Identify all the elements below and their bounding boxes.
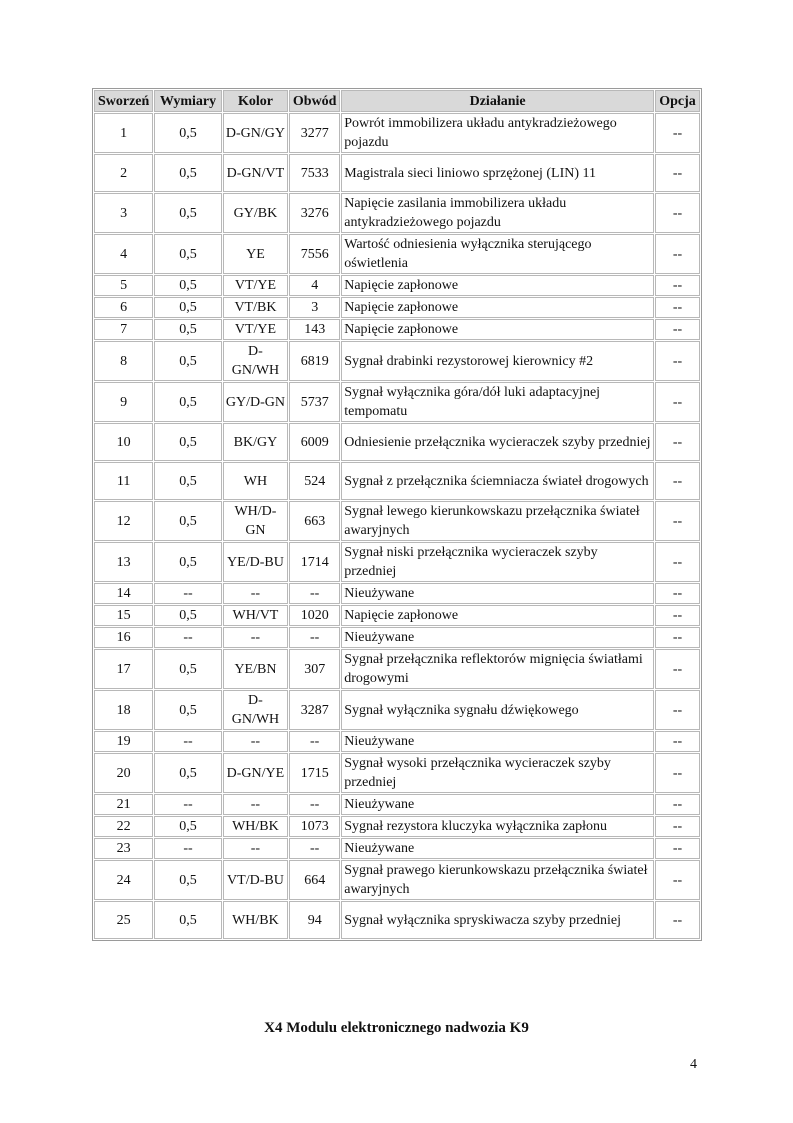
cell-size: 0,5 xyxy=(154,341,221,381)
table-row xyxy=(94,113,700,153)
table-row xyxy=(94,501,700,541)
cell-function: Sygnał wyłącznika spryskiwacza szyby przedniej xyxy=(341,901,654,939)
cell-circuit: 5737 xyxy=(289,382,340,422)
cell-option: -- xyxy=(655,583,700,604)
cell-size: -- xyxy=(154,838,221,859)
cell-function: Napięcie zapłonowe xyxy=(341,319,654,340)
cell-size: -- xyxy=(154,583,221,604)
cell-function: Nieużywane xyxy=(341,794,654,815)
table-row xyxy=(94,627,700,648)
cell-function: Odniesienie przełącznika wycieraczek szyby przedniej xyxy=(341,423,654,461)
table-row xyxy=(94,193,700,233)
cell-option: -- xyxy=(655,423,700,461)
cell-function: Sygnał niski przełącznika wycieraczek szyby przedniej xyxy=(341,542,654,582)
cell-color: VT/YE xyxy=(223,275,288,296)
cell-pin: 9 xyxy=(94,382,153,422)
cell-circuit: 3277 xyxy=(289,113,340,153)
cell-option: -- xyxy=(655,627,700,648)
cell-pin: 10 xyxy=(94,423,153,461)
table-row xyxy=(94,462,700,500)
cell-size: 0,5 xyxy=(154,234,221,274)
cell-circuit: 1715 xyxy=(289,753,340,793)
cell-option: -- xyxy=(655,193,700,233)
cell-function: Sygnał prawego kierunkowskazu przełącznika świateł awaryjnych xyxy=(341,860,654,900)
cell-pin: 20 xyxy=(94,753,153,793)
table-row xyxy=(94,860,700,900)
table-row xyxy=(94,731,700,752)
cell-function: Nieużywane xyxy=(341,838,654,859)
cell-color: YE/D-BU xyxy=(223,542,288,582)
cell-size: 0,5 xyxy=(154,501,221,541)
cell-option: -- xyxy=(655,382,700,422)
cell-color: -- xyxy=(223,794,288,815)
cell-function: Nieużywane xyxy=(341,583,654,604)
cell-color: -- xyxy=(223,627,288,648)
table-row xyxy=(94,816,700,837)
cell-option: -- xyxy=(655,649,700,689)
cell-color: VT/D-BU xyxy=(223,860,288,900)
cell-circuit: -- xyxy=(289,794,340,815)
cell-circuit: -- xyxy=(289,583,340,604)
header-function: Działanie xyxy=(341,90,654,112)
cell-color: WH/VT xyxy=(223,605,288,626)
cell-circuit: 3287 xyxy=(289,690,340,730)
cell-circuit: 3 xyxy=(289,297,340,318)
cell-function: Sygnał z przełącznika ściemniacza świateł drogowych xyxy=(341,462,654,500)
cell-size: 0,5 xyxy=(154,423,221,461)
cell-pin: 13 xyxy=(94,542,153,582)
cell-size: -- xyxy=(154,794,221,815)
cell-option: -- xyxy=(655,297,700,318)
table-row xyxy=(94,901,700,939)
table-row xyxy=(94,542,700,582)
cell-function: Magistrala sieci liniowo sprzężonej (LIN) 11 xyxy=(341,154,654,192)
cell-function: Wartość odniesienia wyłącznika sterującego oświetlenia xyxy=(341,234,654,274)
cell-circuit: 664 xyxy=(289,860,340,900)
cell-pin: 8 xyxy=(94,341,153,381)
cell-color: WH/BK xyxy=(223,816,288,837)
cell-color: D-GN/WH xyxy=(223,690,288,730)
cell-function: Napięcie zapłonowe xyxy=(341,605,654,626)
cell-size: 0,5 xyxy=(154,275,221,296)
cell-option: -- xyxy=(655,690,700,730)
cell-pin: 6 xyxy=(94,297,153,318)
cell-circuit: 1020 xyxy=(289,605,340,626)
cell-circuit: -- xyxy=(289,838,340,859)
cell-color: WH/D-GN xyxy=(223,501,288,541)
cell-size: 0,5 xyxy=(154,901,221,939)
cell-color: WH xyxy=(223,462,288,500)
cell-option: -- xyxy=(655,341,700,381)
cell-pin: 24 xyxy=(94,860,153,900)
table-row xyxy=(94,583,700,604)
cell-option: -- xyxy=(655,605,700,626)
cell-circuit: 663 xyxy=(289,501,340,541)
table-row xyxy=(94,423,700,461)
header-pin: Sworzeń xyxy=(94,90,153,112)
cell-pin: 1 xyxy=(94,113,153,153)
cell-circuit: 6819 xyxy=(289,341,340,381)
cell-pin: 22 xyxy=(94,816,153,837)
cell-color: D-GN/GY xyxy=(223,113,288,153)
header-circuit: Obwód xyxy=(289,90,340,112)
cell-function: Sygnał lewego kierunkowskazu przełącznika świateł awaryjnych xyxy=(341,501,654,541)
cell-pin: 15 xyxy=(94,605,153,626)
cell-circuit: 7556 xyxy=(289,234,340,274)
table-row xyxy=(94,297,700,318)
cell-circuit: 6009 xyxy=(289,423,340,461)
cell-pin: 19 xyxy=(94,731,153,752)
cell-pin: 4 xyxy=(94,234,153,274)
table-row xyxy=(94,154,700,192)
table-row xyxy=(94,605,700,626)
table-row xyxy=(94,753,700,793)
cell-circuit: -- xyxy=(289,731,340,752)
cell-option: -- xyxy=(655,542,700,582)
table-row xyxy=(94,275,700,296)
page-number: 4 xyxy=(690,1057,697,1072)
cell-color: GY/D-GN xyxy=(223,382,288,422)
table-body xyxy=(94,113,700,939)
cell-color: -- xyxy=(223,583,288,604)
cell-function: Napięcie zapłonowe xyxy=(341,297,654,318)
cell-function: Sygnał drabinki rezystorowej kierownicy #2 xyxy=(341,341,654,381)
cell-function: Powrót immobilizera układu antykradzieżowego pojazdu xyxy=(341,113,654,153)
cell-circuit: 94 xyxy=(289,901,340,939)
cell-circuit: 143 xyxy=(289,319,340,340)
cell-color: -- xyxy=(223,838,288,859)
cell-function: Sygnał przełącznika reflektorów mignięcia światłami drogowymi xyxy=(341,649,654,689)
table-row xyxy=(94,319,700,340)
cell-pin: 18 xyxy=(94,690,153,730)
header-option: Opcja xyxy=(655,90,700,112)
cell-circuit: -- xyxy=(289,627,340,648)
cell-function: Sygnał wyłącznika sygnału dźwiękowego xyxy=(341,690,654,730)
table-header xyxy=(94,90,700,112)
cell-function: Sygnał wyłącznika góra/dół luki adaptacyjnej tempomatu xyxy=(341,382,654,422)
cell-size: 0,5 xyxy=(154,753,221,793)
cell-pin: 14 xyxy=(94,583,153,604)
cell-size: 0,5 xyxy=(154,193,221,233)
cell-size: 0,5 xyxy=(154,113,221,153)
cell-size: 0,5 xyxy=(154,542,221,582)
cell-option: -- xyxy=(655,731,700,752)
cell-option: -- xyxy=(655,901,700,939)
cell-circuit: 3276 xyxy=(289,193,340,233)
cell-option: -- xyxy=(655,154,700,192)
cell-option: -- xyxy=(655,113,700,153)
cell-color: D-GN/YE xyxy=(223,753,288,793)
table-row xyxy=(94,690,700,730)
cell-option: -- xyxy=(655,816,700,837)
cell-pin: 16 xyxy=(94,627,153,648)
cell-option: -- xyxy=(655,234,700,274)
cell-option: -- xyxy=(655,794,700,815)
cell-color: WH/BK xyxy=(223,901,288,939)
cell-size: 0,5 xyxy=(154,154,221,192)
cell-circuit: 4 xyxy=(289,275,340,296)
cell-option: -- xyxy=(655,860,700,900)
cell-circuit: 7533 xyxy=(289,154,340,192)
cell-size: 0,5 xyxy=(154,462,221,500)
table-row xyxy=(94,234,700,274)
cell-pin: 11 xyxy=(94,462,153,500)
cell-color: YE/BN xyxy=(223,649,288,689)
table-row xyxy=(94,838,700,859)
table-row xyxy=(94,649,700,689)
cell-pin: 23 xyxy=(94,838,153,859)
cell-circuit: 1073 xyxy=(289,816,340,837)
cell-pin: 17 xyxy=(94,649,153,689)
cell-function: Napięcie zapłonowe xyxy=(341,275,654,296)
connector-title: X4 Modulu elektronicznego nadwozia K9 xyxy=(264,1020,529,1036)
cell-pin: 12 xyxy=(94,501,153,541)
cell-size: 0,5 xyxy=(154,605,221,626)
cell-option: -- xyxy=(655,501,700,541)
header-size: Wymiary xyxy=(154,90,221,112)
cell-color: D-GN/WH xyxy=(223,341,288,381)
cell-pin: 21 xyxy=(94,794,153,815)
cell-function: Nieużywane xyxy=(341,731,654,752)
cell-size: -- xyxy=(154,731,221,752)
cell-circuit: 524 xyxy=(289,462,340,500)
cell-circuit: 1714 xyxy=(289,542,340,582)
header-row xyxy=(94,90,700,112)
cell-size: 0,5 xyxy=(154,690,221,730)
cell-color: D-GN/VT xyxy=(223,154,288,192)
cell-function: Napięcie zasilania immobilizera układu antykradzieżowego pojazdu xyxy=(341,193,654,233)
cell-function: Sygnał wysoki przełącznika wycieraczek szyby przedniej xyxy=(341,753,654,793)
cell-color: GY/BK xyxy=(223,193,288,233)
cell-size: -- xyxy=(154,627,221,648)
cell-circuit: 307 xyxy=(289,649,340,689)
cell-size: 0,5 xyxy=(154,860,221,900)
table-row xyxy=(94,794,700,815)
cell-size: 0,5 xyxy=(154,649,221,689)
cell-color: BK/GY xyxy=(223,423,288,461)
cell-option: -- xyxy=(655,275,700,296)
cell-option: -- xyxy=(655,838,700,859)
cell-pin: 5 xyxy=(94,275,153,296)
cell-pin: 3 xyxy=(94,193,153,233)
cell-color: YE xyxy=(223,234,288,274)
cell-option: -- xyxy=(655,753,700,793)
cell-function: Nieużywane xyxy=(341,627,654,648)
cell-color: VT/BK xyxy=(223,297,288,318)
cell-pin: 25 xyxy=(94,901,153,939)
cell-size: 0,5 xyxy=(154,297,221,318)
cell-function: Sygnał rezystora kluczyka wyłącznika zapłonu xyxy=(341,816,654,837)
pin-table xyxy=(92,88,702,941)
cell-size: 0,5 xyxy=(154,382,221,422)
cell-size: 0,5 xyxy=(154,816,221,837)
cell-size: 0,5 xyxy=(154,319,221,340)
cell-option: -- xyxy=(655,462,700,500)
cell-option: -- xyxy=(655,319,700,340)
header-color: Kolor xyxy=(223,90,288,112)
cell-color: -- xyxy=(223,731,288,752)
cell-color: VT/YE xyxy=(223,319,288,340)
table-row xyxy=(94,382,700,422)
cell-pin: 2 xyxy=(94,154,153,192)
cell-pin: 7 xyxy=(94,319,153,340)
table-row xyxy=(94,341,700,381)
